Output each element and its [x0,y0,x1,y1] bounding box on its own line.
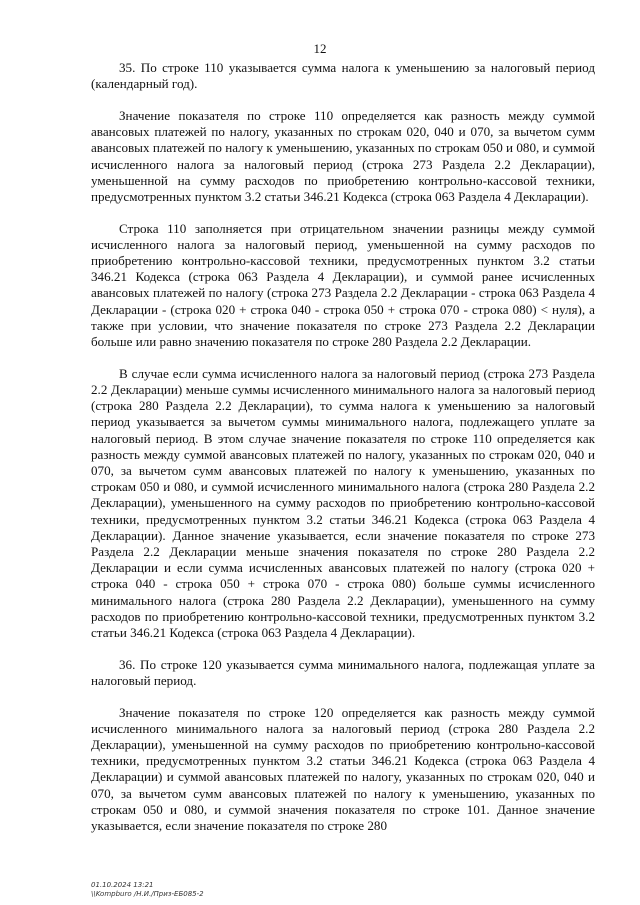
document-footer [91,881,204,899]
paragraph-line-110-definition: Значение показателя по строке 110 определяется как разность между суммой авансовых платежей по налогу, указанных по строкам 020, 040 и 070, за вычетом сумм авансовых платежей по налогу к уменьшению, указанных по строкам 050 и 080, и суммой исчисленного налога за налоговый период (строка 273 Раздела 2.2 Декларации), уменьшенной на сумму расходов по приобретению контрольно-кассовой техники, предусмотренных пунктом 3.2 статьи 346.21 Кодекса (строка 063 Раздела 4 Декларации). [91,107,595,204]
paragraph-item-35: 35. По строке 110 указывается сумма налога к уменьшению за налоговый период (календарный год). [91,60,595,92]
paragraph-item-36: 36. По строке 120 указывается сумма минимального налога, подлежащая уплате за налоговый период. [91,656,595,688]
footer-date: 01.10.2024 13:21 [91,881,154,889]
paragraph-line-110-condition: Строка 110 заполняется при отрицательном значении разницы между суммой исчисленного налога за налоговый период, уменьшенной на сумму расходов по приобретению контрольно-кассовой техники, предусмотренных пунктом 3.2 статьи 346.21 Кодекса (строка 063 Раздела 4 Декларации), и суммой ранее исчисленных авансовых платежей по налогу (строка 273 Раздела 2.2 Декларации - строка 063 Раздела 4 Декларации - (строка 020 + строка 040 - строка 050 + строка 070 - строка 080) < нуля), а также при условии, что значение показателя по строке 273 Раздела 2.2 Декларации больше или равно значению показателя по строке 280 Раздела 2.2 Декларации. [91,220,595,350]
document-body [91,60,595,834]
page-number: 12 [313,41,327,56]
paragraph-line-120-definition: Значение показателя по строке 120 определяется как разность между суммой исчисленного минимального налога за налоговый период (строка 280 Раздела 2.2 Декларации), уменьшенной на сумму расходов по приобретению контрольно-кассовой техники, предусмотренных пунктом 3.2 статьи 346.21 Кодекса (строка 063 Раздела 4 Декларации) и суммой авансовых платежей по налогу, указанных по строкам 020, 040 и 070, за вычетом сумм авансовых платежей по налогу к уменьшению, указанных по строкам 050 и 080, и суммой значения показателя по строке 101. Данное значение указывается, если значение показателя по строке 280 [91,704,595,834]
footer-file-path: \\Kompburo /Н.И./Приз-ЕБ085-2 [91,890,204,898]
paragraph-minimal-tax-case: В случае если сумма исчисленного налога за налоговый период (строка 273 Раздела 2.2 Декларации) меньше суммы исчисленного минимального налога за налоговый период (строка 280 Раздела 2.2 Декларации), то сумма налога к уменьшению за налоговый период указывается за вычетом суммы минимального налога, подлежащего уплате за налоговый период. В этом случае значение показателя по строке 110 определяется как разность между суммой авансовых платежей по налогу, указанных по строкам 020, 040 и 070, за вычетом сумм авансовых платежей по налогу к уменьшению, указанных по строкам 050 и 080, и суммой исчисленного минимального налога (строка 280 Раздела 2.2 Декларации), уменьшенного на сумму расходов по приобретению контрольно-кассовой техники, предусмотренных пунктом 3.2 статьи 346.21 Кодекса (строка 063 Раздела 4 Декларации). Данное значение указывается, если значение показателя по строке 273 Раздела 2.2 Декларации меньше значения показателя по строке 280 Раздела 2.2 Декларации и если сумма исчисленных авансовых платежей по налогу (строка 020 + строка 040 - строка 050 + строка 070 - строка 080) больше суммы исчисленного минимального налога (строка 280 Раздела 2.2 Декларации), уменьшенного на сумму расходов по приобретению контрольно-кассовой техники, предусмотренных пунктом 3.2 статьи 346.21 Кодекса (строка 063 Раздела 4 Декларации). [91,365,595,640]
